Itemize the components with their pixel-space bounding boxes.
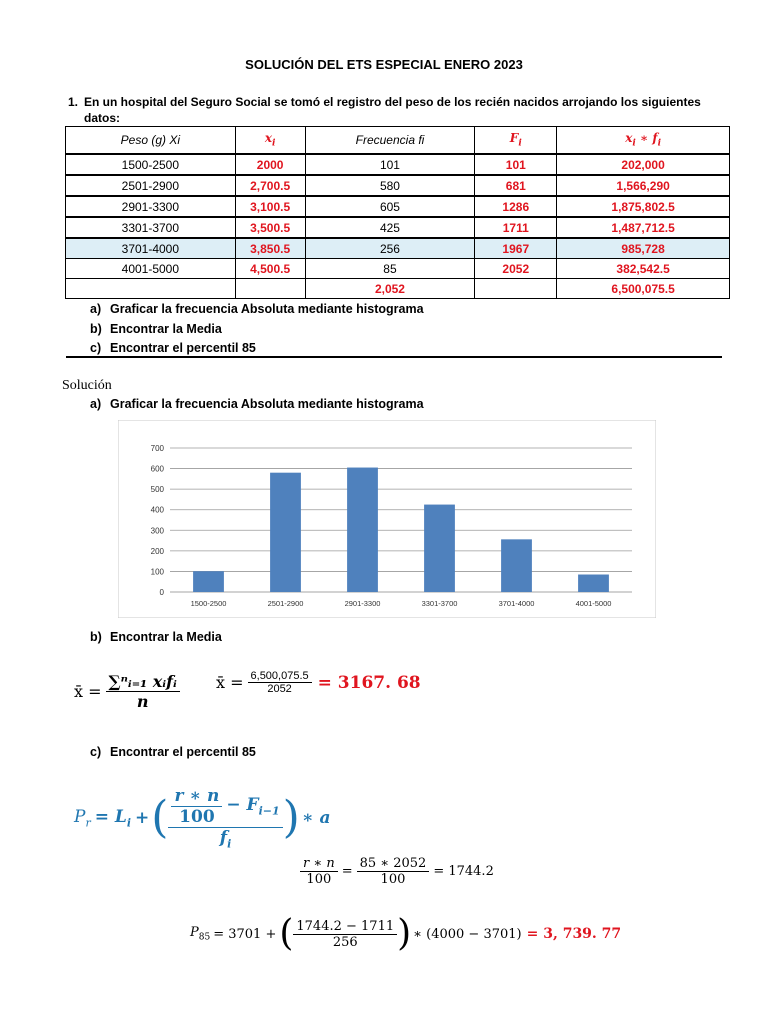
table-totals-row xyxy=(66,279,730,299)
cell-xifi: 1,487,712.5 xyxy=(557,217,730,238)
cell-fi: 256 xyxy=(305,238,475,259)
cell-xi: 2,700.5 xyxy=(235,175,305,196)
solution-label: Solución xyxy=(62,378,112,393)
table-row xyxy=(66,196,730,217)
percentile-formula-plus: + xyxy=(135,808,150,829)
mean-calc-numerator: 6,500,075.5 xyxy=(248,670,312,683)
cell-xifi: 1,566,290 xyxy=(557,175,730,196)
step2-base: = 3701 + xyxy=(213,926,277,942)
cell-xifi: 202,000 xyxy=(557,154,730,175)
bar-2501-2900 xyxy=(270,473,301,592)
x-tick-label: 3301-3700 xyxy=(421,599,458,608)
x-tick-label: 4001-5000 xyxy=(575,599,612,608)
header-xifi: $x_i$ ∗ $f_i$ xyxy=(557,127,730,155)
task-list xyxy=(90,300,424,359)
bar-3301-3700 xyxy=(424,505,455,592)
percentile-inner-denominator: 100 xyxy=(179,807,215,827)
percentile-formula-li: = $L_i$ xyxy=(94,807,132,830)
header-Fi: $F_i$ xyxy=(475,127,557,155)
cell-total-empty xyxy=(235,279,305,299)
mean-formula xyxy=(74,672,180,711)
step1-numerator: r ∗ n xyxy=(300,856,338,872)
percentile-times-a: ∗ a xyxy=(301,808,331,829)
cell-xifi: 1,875,802.5 xyxy=(557,196,730,217)
subheading-a: a) Graficar la frecuencia Absoluta mediante histograma xyxy=(90,397,424,411)
problem-number: 1. xyxy=(68,95,79,109)
percentile-inner-numerator: r ∗ n xyxy=(171,786,222,807)
step2-close-paren: ) xyxy=(397,913,412,954)
page-title: SOLUCIÓN DEL ETS ESPECIAL ENERO 2023 xyxy=(245,57,523,72)
cell-xifi: 985,728 xyxy=(557,238,730,259)
x-tick-label: 2901-3300 xyxy=(344,599,381,608)
subheading-b: b) Encontrar la Media xyxy=(90,630,222,644)
cell-Fi: 681 xyxy=(475,175,557,196)
header-peso: Peso (g) Xi xyxy=(66,127,236,155)
cell-xi: 3,850.5 xyxy=(235,238,305,259)
cell-peso: 1500-2500 xyxy=(66,154,236,175)
table-row xyxy=(66,259,730,279)
table-row xyxy=(66,175,730,196)
x-tick-label: 3701-4000 xyxy=(498,599,535,608)
table-header-row xyxy=(66,127,730,155)
mean-formula-numerator: ∑ⁿᵢ₌₁ xᵢfᵢ xyxy=(106,672,180,692)
cell-peso: 4001-5000 xyxy=(66,259,236,279)
x-tick-label: 2501-2900 xyxy=(267,599,304,608)
y-tick-label: 600 xyxy=(150,464,164,474)
mean-formula-denominator: n xyxy=(136,692,149,711)
y-tick-label: 700 xyxy=(150,444,164,453)
percentile-big-fraction xyxy=(168,786,282,850)
cell-xi: 3,100.5 xyxy=(235,196,305,217)
step1-result: = 1744.2 xyxy=(433,864,494,879)
mean-calculation xyxy=(216,670,421,695)
percentile-step-2 xyxy=(190,913,622,954)
y-tick-label: 100 xyxy=(150,567,164,577)
percentile-formula-lhs: $P_r$ xyxy=(74,807,91,830)
cell-xifi: 382,542.5 xyxy=(557,259,730,279)
cell-fi: 425 xyxy=(305,217,475,238)
cell-fi: 580 xyxy=(305,175,475,196)
table-row xyxy=(66,217,730,238)
cell-xi: 3,500.5 xyxy=(235,217,305,238)
subheading-c: c) Encontrar el percentil 85 xyxy=(90,745,256,759)
task-item-b: b) Encontrar la Media xyxy=(90,321,222,336)
x-tick-label: 1500-2500 xyxy=(190,599,227,608)
cell-Fi: 2052 xyxy=(475,259,557,279)
header-frecuencia: Frecuencia fi xyxy=(305,127,475,155)
cell-peso: 2501-2900 xyxy=(66,175,236,196)
divider xyxy=(66,356,722,358)
cell-Fi: 1711 xyxy=(475,217,557,238)
cell-fi: 85 xyxy=(305,259,475,279)
step2-result: = 3, 739. 77 xyxy=(526,926,622,942)
cell-peso: 3301-3700 xyxy=(66,217,236,238)
mean-calc-symbol: x̄ = xyxy=(216,673,244,692)
task-item-c: c) Encontrar el percentil 85 xyxy=(90,341,256,355)
y-tick-label: 300 xyxy=(150,526,164,536)
cell-peso: 2901-3300 xyxy=(66,196,236,217)
step1-denominator: 100 xyxy=(306,872,332,887)
mean-symbol: x̄ = xyxy=(74,682,102,701)
bar-1500-2500 xyxy=(193,571,224,592)
step1-denominator-values: 100 xyxy=(380,872,406,887)
percentile-step-1 xyxy=(300,856,494,887)
percentile-formula xyxy=(74,786,331,850)
y-tick-label: 0 xyxy=(159,588,164,597)
histogram-chart xyxy=(118,420,656,618)
close-paren: ) xyxy=(282,792,300,844)
cell-fi: 101 xyxy=(305,154,475,175)
cell-fi: 605 xyxy=(305,196,475,217)
task-item-a: a) Graficar la frecuencia Absoluta mediante histograma xyxy=(90,302,424,316)
cell-xi: 2000 xyxy=(235,154,305,175)
cell-Fi: 1967 xyxy=(475,238,557,259)
cell-Fi: 1286 xyxy=(475,196,557,217)
cell-total-empty xyxy=(66,279,236,299)
cell-Fi: 101 xyxy=(475,154,557,175)
problem-statement xyxy=(68,94,724,126)
cell-total-frequency: 2,052 xyxy=(305,279,475,299)
data-table xyxy=(65,126,730,299)
step2-multiplier: ∗ (4000 − 3701) xyxy=(413,926,522,942)
cell-total-empty xyxy=(475,279,557,299)
y-tick-label: 200 xyxy=(150,546,164,556)
step2-lhs: $P_{85}$ xyxy=(190,925,211,943)
header-xi: $x_i$ xyxy=(235,127,305,155)
cell-xi: 4,500.5 xyxy=(235,259,305,279)
step2-open-paren: ( xyxy=(279,913,294,954)
mean-calc-denominator: 2052 xyxy=(267,683,292,695)
mean-result: = 3167. 68 xyxy=(317,672,421,693)
table-row xyxy=(66,238,730,259)
percentile-outer-denominator: $f_i$ xyxy=(219,828,232,851)
cell-total-product: 6,500,075.5 xyxy=(557,279,730,299)
table-row xyxy=(66,154,730,175)
open-paren: ( xyxy=(151,792,169,844)
step1-numerator-values: 85 ∗ 2052 xyxy=(357,856,430,872)
problem-text: En un hospital del Seguro Social se tomó el registro del peso de los recién nacidos arrojando los siguientes datos: xyxy=(84,95,701,125)
cell-peso: 3701-4000 xyxy=(66,238,236,259)
y-tick-label: 400 xyxy=(150,505,164,515)
y-tick-label: 500 xyxy=(150,485,164,495)
percentile-minus-f: − $F_{i-1}$ xyxy=(226,795,280,818)
bar-3701-4000 xyxy=(501,539,532,592)
step2-numerator: 1744.2 − 1711 xyxy=(293,919,397,935)
bar-2901-3300 xyxy=(347,468,378,592)
bar-4001-5000 xyxy=(578,575,609,592)
step1-equals: = xyxy=(341,864,353,879)
step2-denominator: 256 xyxy=(332,934,358,950)
